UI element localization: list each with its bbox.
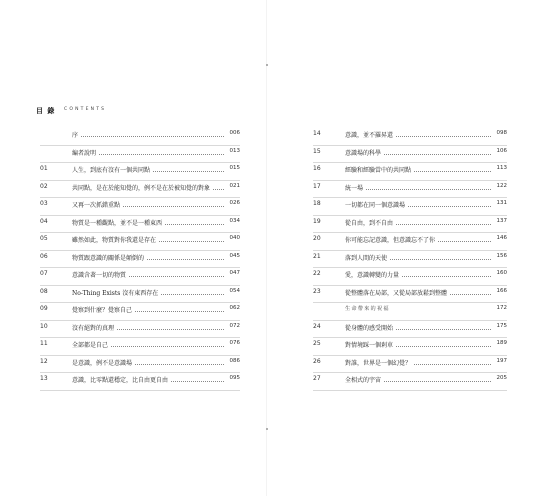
page-number: 006 bbox=[229, 130, 240, 136]
page-number: 034 bbox=[229, 217, 240, 224]
toc-entry bbox=[313, 215, 507, 234]
chapter-number: 13 bbox=[40, 375, 48, 382]
chapter-number: 09 bbox=[40, 305, 48, 312]
toc-entry bbox=[40, 320, 240, 339]
page-number: 015 bbox=[229, 165, 240, 171]
toc-entry bbox=[313, 372, 507, 391]
chapter-title: 是意識，例不是意識場 bbox=[72, 359, 133, 367]
toc-entry bbox=[40, 215, 240, 234]
page-number: 175 bbox=[496, 322, 507, 329]
chapter-number: 04 bbox=[40, 217, 48, 225]
toc-subtitle: CONTENTS bbox=[64, 107, 107, 112]
chapter-title: 從身體的感受開始 bbox=[345, 324, 394, 332]
page-number: 205 bbox=[496, 375, 507, 381]
toc-entry bbox=[40, 302, 240, 321]
page-number: 137 bbox=[496, 217, 507, 224]
page-number: 040 bbox=[229, 235, 240, 241]
chapter-title: 全部都是自己 bbox=[72, 342, 109, 349]
toc-entry bbox=[313, 250, 507, 269]
chapter-number: 08 bbox=[40, 287, 48, 295]
dot-leader bbox=[72, 136, 224, 137]
chapter-title: 從整體落在局部，又從局部放鬆到整體 bbox=[345, 289, 448, 297]
page-number: 166 bbox=[496, 287, 507, 294]
left-page bbox=[0, 0, 266, 496]
toc-entry bbox=[40, 145, 240, 164]
page-number: 062 bbox=[229, 305, 240, 311]
chapter-title: 沒有絕對的真理 bbox=[72, 324, 115, 332]
chapter-title: 全相式的宇宙 bbox=[345, 377, 382, 384]
toc-entry bbox=[313, 320, 507, 339]
page-number: 122 bbox=[496, 182, 507, 189]
toc-entry bbox=[313, 162, 507, 181]
chapter-title: 共同點，是在於能知覺的，例不是在於被知覺的對象 bbox=[72, 184, 211, 192]
toc-entry bbox=[40, 355, 240, 374]
chapter-number: 27 bbox=[313, 375, 321, 382]
chapter-title: 從自由，到不自由 bbox=[345, 219, 394, 227]
chapter-number: 02 bbox=[40, 182, 48, 190]
page-number: 156 bbox=[496, 252, 507, 259]
chapter-title: 編者說明 bbox=[72, 149, 97, 157]
toc-entry bbox=[313, 145, 507, 164]
chapter-number: 21 bbox=[313, 252, 321, 260]
chapter-title: 意識含著一切的物質 bbox=[72, 272, 127, 279]
page-number: 197 bbox=[496, 357, 507, 364]
chapter-title: 落到人間的天使 bbox=[345, 254, 388, 262]
chapter-number: 19 bbox=[313, 217, 321, 225]
chapter-number: 16 bbox=[313, 165, 321, 172]
page-number: 026 bbox=[229, 200, 240, 206]
chapter-title: 意識，並不羅昇還 bbox=[345, 132, 394, 139]
toc-entry bbox=[40, 250, 240, 269]
chapter-title: No-Thing Exists 沒有東西存在 bbox=[72, 289, 159, 297]
chapter-title: 統一場 bbox=[345, 184, 364, 192]
chapter-number: 22 bbox=[313, 270, 321, 277]
page-number: 047 bbox=[229, 270, 240, 276]
chapter-number: 26 bbox=[313, 357, 321, 365]
page-number: 021 bbox=[229, 182, 240, 189]
chapter-number: 18 bbox=[313, 200, 321, 207]
chapter-number: 07 bbox=[40, 270, 48, 277]
chapter-number: 06 bbox=[40, 252, 48, 260]
toc-entry bbox=[313, 355, 507, 374]
chapter-number: 11 bbox=[40, 340, 48, 347]
page-number: 086 bbox=[229, 357, 240, 364]
toc-entry bbox=[313, 197, 507, 216]
page-number: 013 bbox=[229, 147, 240, 154]
page-number: 098 bbox=[496, 130, 507, 136]
toc-entry bbox=[40, 127, 240, 146]
toc-entry bbox=[40, 197, 240, 216]
chapter-title: 人生，到底有沒有一個共同點 bbox=[72, 167, 151, 174]
chapter-title: 又再一次抓錯重點 bbox=[72, 202, 121, 209]
chapter-number: 15 bbox=[313, 147, 321, 155]
page-number: 146 bbox=[496, 235, 507, 241]
chapter-title: 愛，意識轉變的力量 bbox=[345, 272, 400, 279]
chapter-number: 03 bbox=[40, 200, 48, 207]
toc-entry bbox=[313, 302, 507, 321]
toc-entry bbox=[313, 127, 507, 146]
toc-entry bbox=[40, 285, 240, 304]
chapter-title: 物質跟意識的關係是顛倒的 bbox=[72, 254, 145, 262]
toc-entry bbox=[40, 267, 240, 286]
toc-entry bbox=[40, 162, 240, 181]
toc-entry bbox=[313, 285, 507, 304]
toc-entry bbox=[313, 337, 507, 356]
page-number: 054 bbox=[229, 287, 240, 294]
chapter-number: 12 bbox=[40, 357, 48, 365]
chapter-title: 經驗和經驗當中的共同點 bbox=[345, 167, 412, 174]
dot-leader bbox=[345, 189, 491, 190]
page-number: 045 bbox=[229, 252, 240, 259]
toc-entry bbox=[313, 232, 507, 251]
right-page bbox=[267, 0, 533, 496]
toc-entry bbox=[40, 372, 240, 391]
chapter-title: 物質是一種觀點，並不是一種東西 bbox=[72, 219, 163, 227]
chapter-number: 10 bbox=[40, 322, 48, 330]
toc-entry bbox=[40, 180, 240, 199]
chapter-title: 生命帶來的祝福 bbox=[345, 306, 390, 312]
chapter-title: 雖然如此，物質對你我還是存在 bbox=[72, 237, 157, 244]
chapter-title: 對誰，世界是一個幻覺？ bbox=[345, 359, 412, 367]
chapter-title: 一切都在同一個意識場 bbox=[345, 202, 406, 209]
chapter-number: 14 bbox=[313, 130, 321, 137]
chapter-number: 17 bbox=[313, 182, 321, 190]
page-number: 106 bbox=[496, 147, 507, 154]
chapter-title: 意識場的科學 bbox=[345, 149, 382, 157]
page-number: 095 bbox=[229, 375, 240, 381]
chapter-number: 23 bbox=[313, 287, 321, 295]
top-crop-mark bbox=[266, 64, 268, 66]
chapter-title: 你可能忘記意識，但意識忘不了你 bbox=[345, 237, 436, 244]
chapter-title: 意識，比零點還穩定，比自由更自由 bbox=[72, 377, 169, 384]
chapter-number: 20 bbox=[313, 235, 321, 242]
chapter-title: 序 bbox=[72, 132, 79, 139]
toc-entry bbox=[40, 232, 240, 251]
page-number: 172 bbox=[496, 305, 507, 311]
page-number: 076 bbox=[229, 340, 240, 346]
chapter-title: 對情境踩一個剎車 bbox=[345, 342, 394, 349]
chapter-number: 24 bbox=[313, 322, 321, 330]
chapter-number: 05 bbox=[40, 235, 48, 242]
toc-entry bbox=[40, 337, 240, 356]
page-number: 113 bbox=[496, 165, 507, 171]
page-number: 189 bbox=[496, 340, 507, 346]
bottom-crop-mark bbox=[266, 428, 268, 430]
chapter-number: 01 bbox=[40, 165, 48, 172]
chapter-number: 25 bbox=[313, 340, 321, 347]
page-number: 160 bbox=[496, 270, 507, 276]
toc-title: 目 錄 bbox=[36, 107, 56, 115]
toc-entry bbox=[313, 180, 507, 199]
toc-entry bbox=[313, 267, 507, 286]
page-number: 072 bbox=[229, 322, 240, 329]
chapter-title: 覺察到什麼？覺察自己 bbox=[72, 307, 133, 314]
page-number: 131 bbox=[496, 200, 507, 206]
